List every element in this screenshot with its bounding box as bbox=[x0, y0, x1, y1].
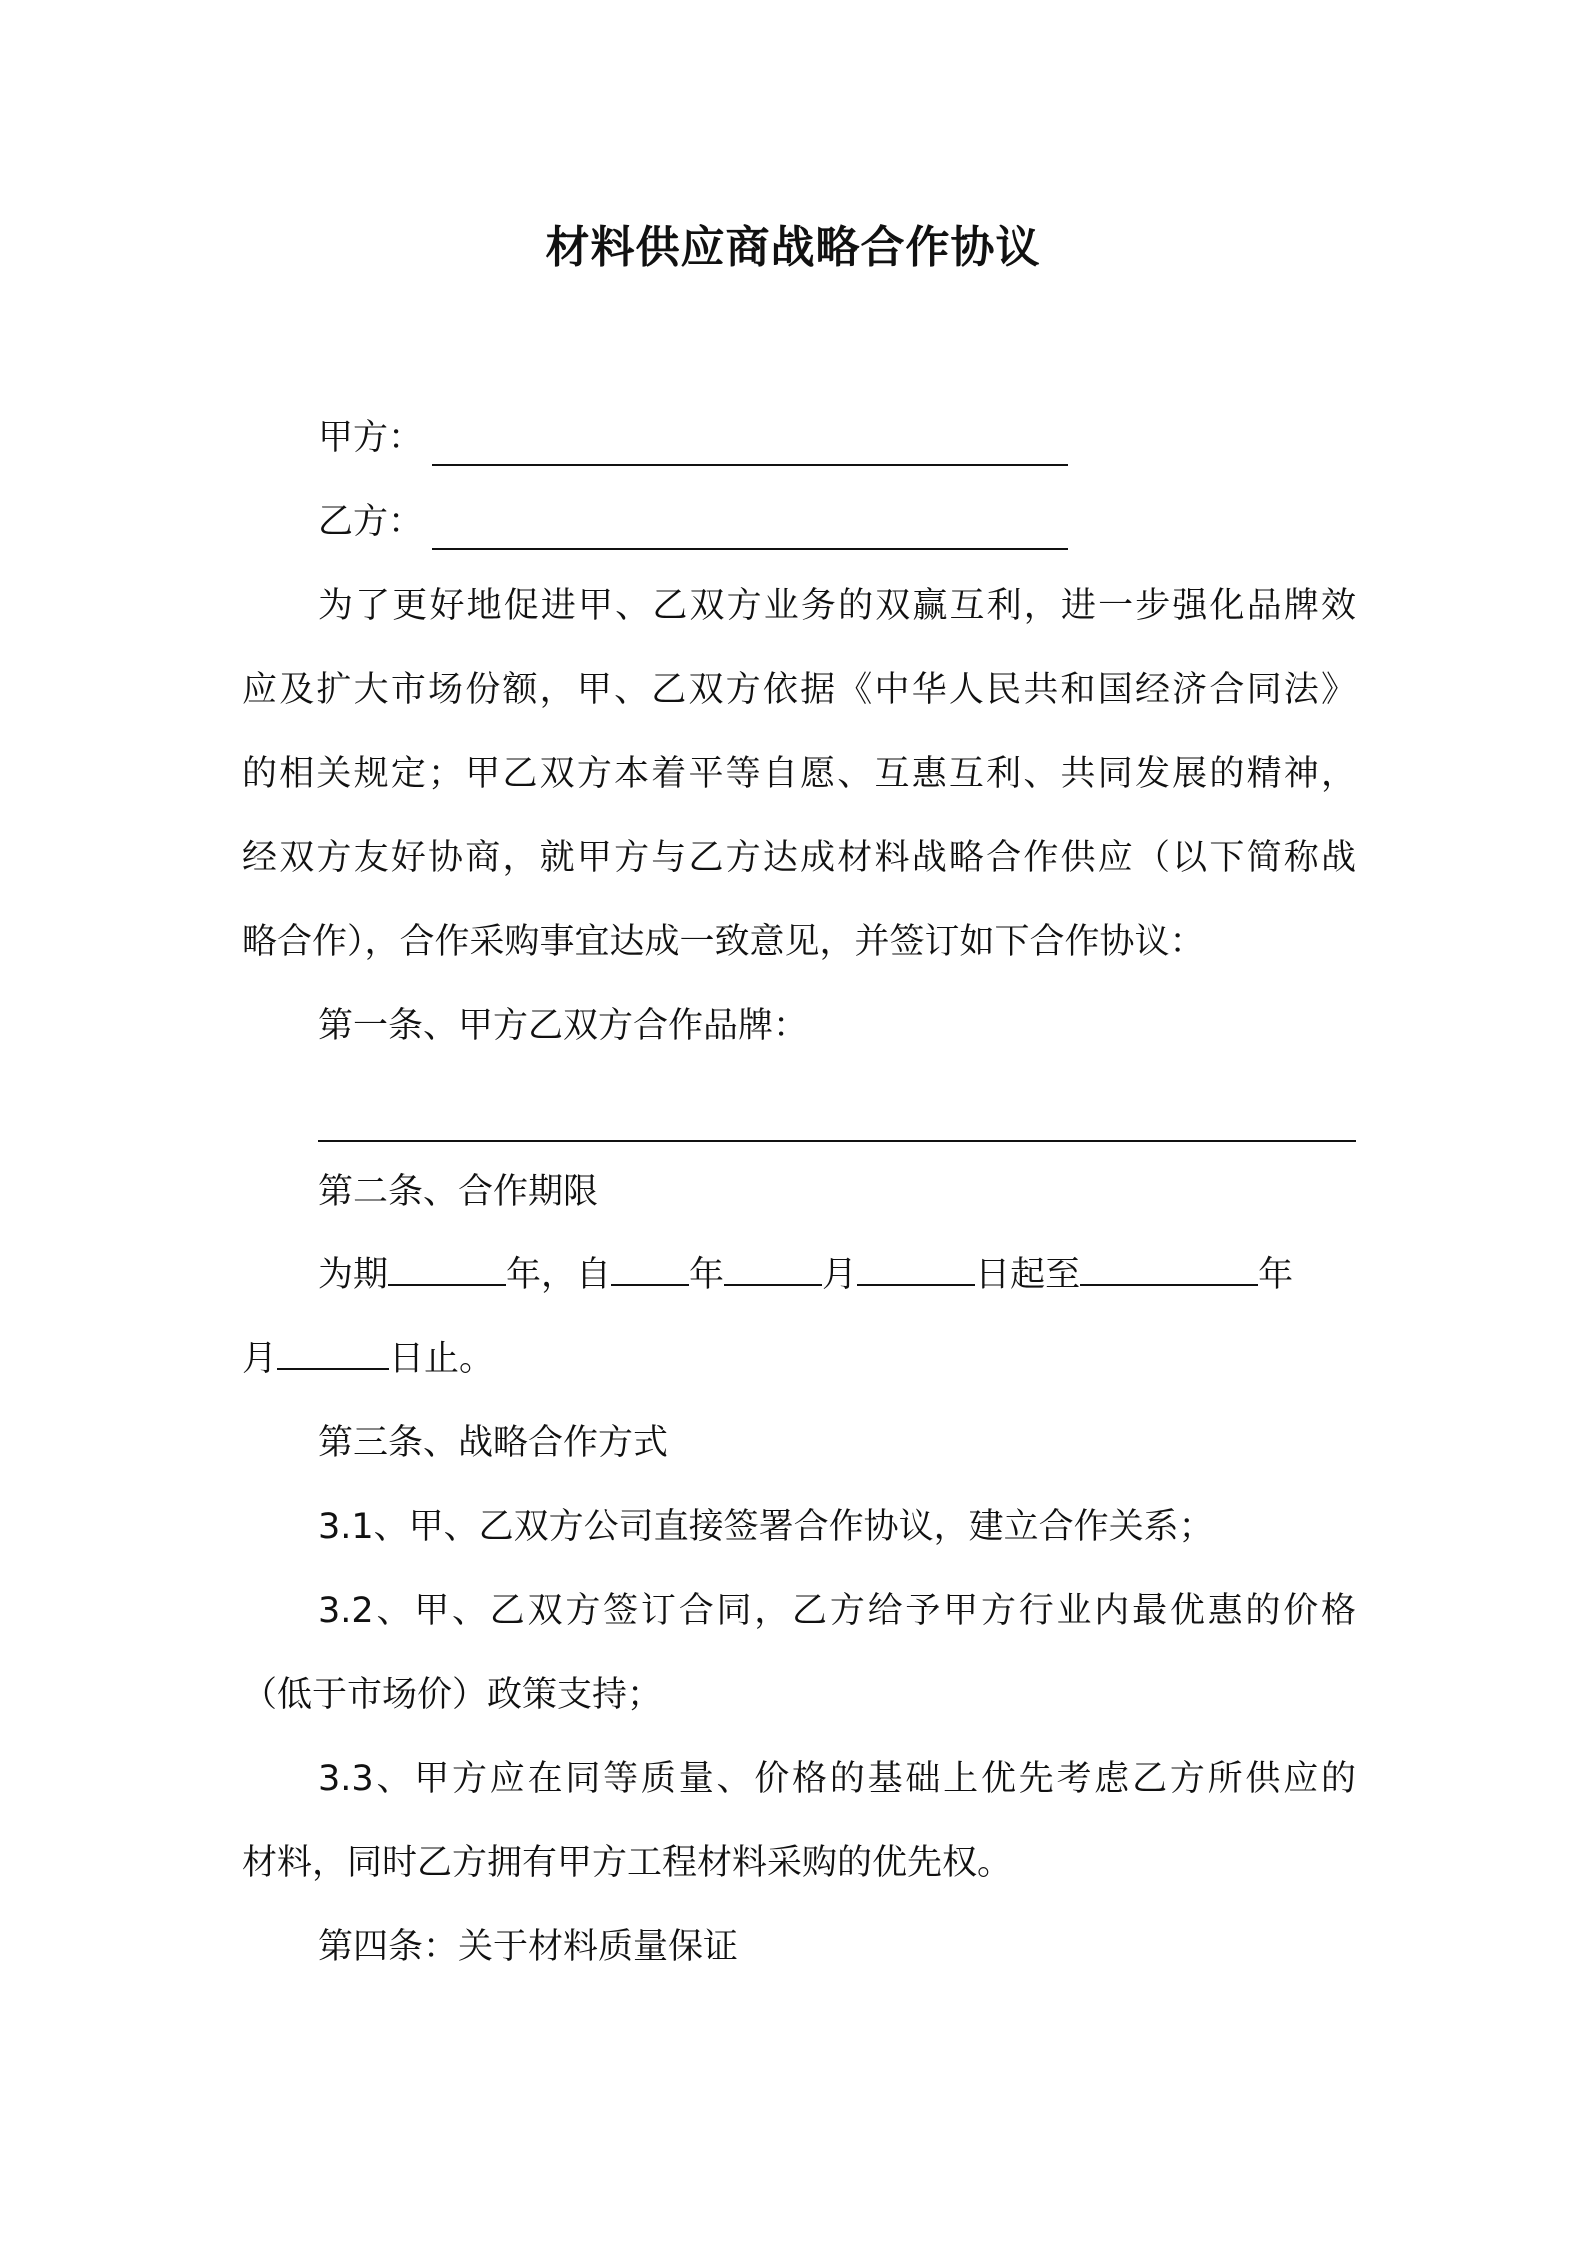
start-month-blank[interactable] bbox=[724, 1250, 822, 1286]
clause-3-2: 3.2、甲、乙双方签订合同，乙方给予甲方行业内最优惠的价格 bbox=[318, 1591, 1356, 1631]
term-text: 日起至 bbox=[975, 1255, 1081, 1295]
term-text: 年，自 bbox=[506, 1255, 612, 1295]
article-2-heading: 第二条、合作期限 bbox=[318, 1172, 599, 1212]
article-4-heading: 第四条：关于材料质量保证 bbox=[318, 1927, 739, 1967]
article-1-heading: 第一条、甲方乙双方合作品牌： bbox=[318, 1006, 809, 1046]
clause-3-3: 3.3、甲方应在同等质量、价格的基础上优先考虑乙方所供应的 bbox=[318, 1759, 1356, 1799]
term-text: 年 bbox=[1258, 1255, 1294, 1295]
clause-3-3-cont: 材料，同时乙方拥有甲方工程材料采购的优先权。 bbox=[242, 1843, 1013, 1883]
term-text: 月 bbox=[822, 1255, 858, 1295]
end-year-blank[interactable] bbox=[1080, 1250, 1258, 1286]
preamble-line: 应及扩大市场份额，甲、乙双方依据《中华人民共和国经济合同法》 bbox=[242, 670, 1356, 710]
preamble-line: 的相关规定；甲乙双方本着平等自愿、互惠互利、共同发展的精神， bbox=[242, 754, 1356, 794]
party-b-field[interactable] bbox=[432, 548, 1068, 550]
start-year-blank[interactable] bbox=[611, 1250, 689, 1286]
term-line-1 bbox=[318, 1233, 1293, 1317]
party-a-field[interactable] bbox=[432, 464, 1068, 466]
term-years-blank[interactable] bbox=[388, 1250, 506, 1286]
end-month-blank[interactable] bbox=[277, 1334, 389, 1370]
clause-3-1: 3.1、甲、乙双方公司直接签署合作协议，建立合作关系； bbox=[318, 1507, 1214, 1547]
preamble-line: 略合作），合作采购事宜达成一致意见，并签订如下合作协议： bbox=[242, 922, 1205, 962]
term-text: 日止。 bbox=[389, 1339, 495, 1379]
term-text: 为期 bbox=[318, 1255, 389, 1295]
preamble-line: 为了更好地促进甲、乙双方业务的双赢互利，进一步强化品牌效 bbox=[318, 586, 1356, 626]
clause-3-2-cont: （低于市场价）政策支持； bbox=[242, 1675, 663, 1715]
term-text: 年 bbox=[689, 1255, 725, 1295]
term-line-2 bbox=[242, 1317, 494, 1401]
brand-field[interactable] bbox=[318, 1140, 1356, 1142]
preamble-line: 经双方友好协商，就甲方与乙方达成材料战略合作供应（以下简称战 bbox=[242, 838, 1356, 878]
party-b-label: 乙方： bbox=[318, 502, 424, 542]
term-text: 月 bbox=[242, 1339, 278, 1379]
document-title: 材料供应商战略合作协议 bbox=[545, 222, 1041, 273]
article-3-heading: 第三条、战略合作方式 bbox=[318, 1423, 669, 1463]
start-day-blank[interactable] bbox=[857, 1250, 975, 1286]
party-a-label: 甲方： bbox=[318, 418, 424, 458]
